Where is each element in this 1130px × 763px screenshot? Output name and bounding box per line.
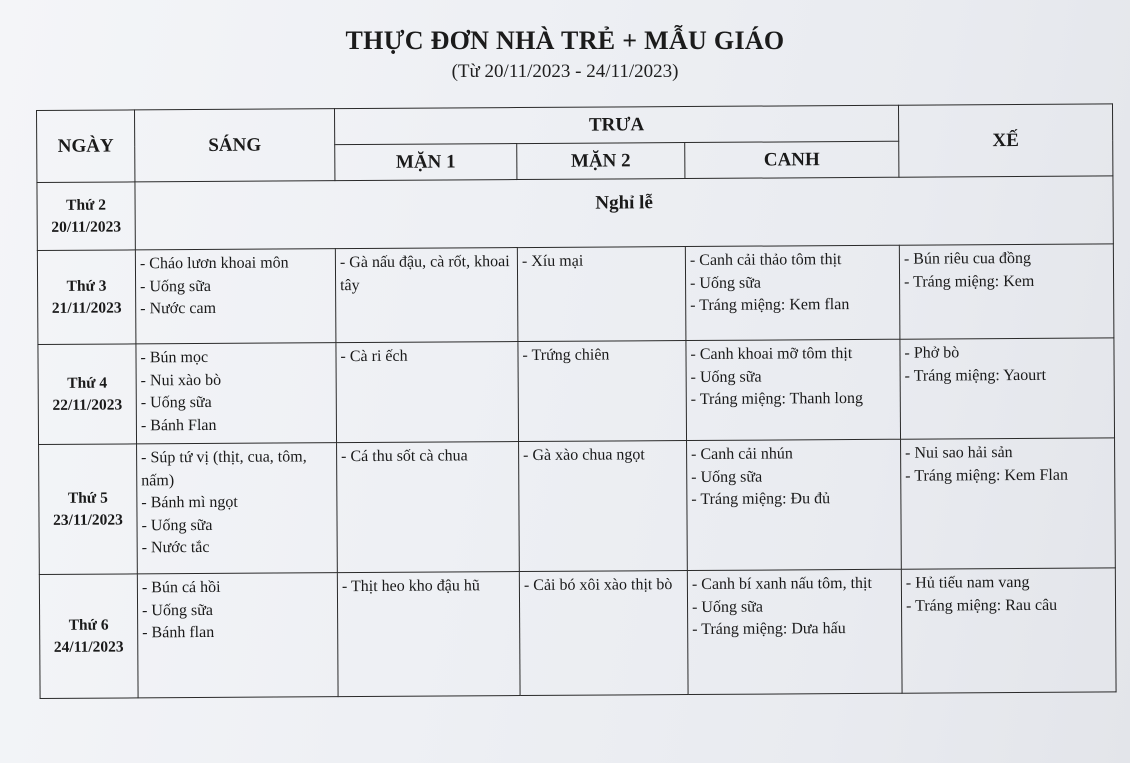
dish-cell-xe (901, 438, 1116, 569)
dish-item: - Gà xào chua ngọt (523, 446, 645, 465)
dish-cell-sang (137, 573, 338, 698)
dish-item: - Tráng miệng: Rau câu (905, 596, 1058, 615)
dish-cell-man1 (336, 342, 519, 443)
table-row (39, 568, 1116, 699)
dish-item: - Thịt heo kho đậu hũ (341, 577, 480, 596)
dish-item: - Nui xào bò (140, 371, 222, 389)
page-title: THỰC ĐƠN NHÀ TRẺ + MẪU GIÁO (345, 26, 785, 55)
dish-cell-canh (687, 439, 902, 570)
dish-item: - Canh khoai mỡ tôm thịt (690, 345, 853, 364)
dish-item: - Tráng miệng: Đu đủ (691, 490, 831, 509)
dish-item: - Xíu mại (521, 252, 584, 271)
dish-item: - Nước cam (140, 299, 217, 318)
dish-item: - Nước tắc (141, 538, 210, 557)
dish-cell-man2 (518, 341, 687, 442)
dish-item: - Bún mọc (140, 348, 209, 367)
day-name: Thứ 2 (66, 196, 107, 214)
dish-cell-sang (136, 343, 337, 444)
header-day: NGÀY (37, 110, 135, 183)
dish-item: - Uống sữa (140, 277, 212, 295)
dish-item: - Tráng miệng: Yaourt (904, 366, 1047, 385)
table-row-holiday (37, 176, 1113, 251)
dish-cell-xe (900, 338, 1115, 439)
day-date: 23/11/2023 (53, 510, 123, 529)
day-date: 20/11/2023 (51, 217, 122, 236)
dish-item: - Canh bí xanh nấu tôm, thịt (691, 574, 872, 594)
dish-item: - Cà ri ếch (340, 347, 408, 366)
dish-cell-sang (137, 443, 338, 574)
dish-cell-man2 (519, 441, 688, 572)
dish-cell-man1 (337, 572, 520, 697)
page-subtitle: (Từ 20/11/2023 - 24/11/2023) (451, 61, 679, 82)
dish-item: - Uống sữa (690, 274, 762, 292)
table-row (39, 438, 1116, 575)
menu-table (36, 103, 1117, 699)
dish-cell-man2 (519, 571, 688, 696)
day-cell (38, 344, 137, 445)
dish-item: - Uống sữa (140, 393, 212, 412)
dish-item: - Cải bó xôi xào thịt bò (523, 576, 673, 595)
dish-item: - Bánh mì ngọt (141, 493, 238, 512)
dish-item: - Uống sữa (142, 601, 213, 619)
dish-cell-man1 (337, 442, 520, 573)
dish-item: - Tráng miệng: Kem (904, 272, 1035, 291)
dish-item: - Uống sữa (141, 516, 213, 534)
day-name: Thứ 3 (66, 277, 107, 295)
holiday-text: Nghỉ lễ (595, 191, 653, 214)
header-man2: MẶN 2 (517, 143, 685, 180)
dish-item: - Súp tứ vị (thịt, cua, tôm, nấm) (141, 448, 307, 489)
dish-item: - Tráng miệng: Dưa hấu (692, 620, 846, 639)
header-canh: CANH (685, 141, 899, 178)
day-name: Thứ 4 (67, 374, 108, 392)
dish-item: - Uống sữa (691, 598, 763, 616)
dish-cell-xe (899, 244, 1114, 339)
dish-item: - Nui sao hải sản (905, 444, 1013, 462)
dish-cell-canh (685, 245, 900, 340)
dish-cell-sang (135, 249, 336, 344)
dish-cell-man2 (517, 247, 686, 342)
dish-cell-xe (901, 568, 1116, 693)
dish-item: - Gà nấu đậu, cà rốt, khoai tây (339, 253, 510, 294)
dish-item: - Uống sữa (690, 368, 762, 386)
dish-item: - Canh cải nhún (691, 445, 793, 464)
dish-item: - Tráng miệng: Thanh long (690, 389, 863, 409)
day-cell (37, 250, 136, 345)
table-row (37, 244, 1114, 345)
header-man1: MẶN 1 (335, 144, 517, 181)
day-name: Thứ 5 (67, 489, 108, 507)
dish-cell-canh (687, 569, 902, 694)
dish-cell-canh (686, 339, 901, 440)
header-morning: SÁNG (135, 109, 335, 182)
day-name: Thứ 6 (68, 616, 109, 634)
dish-item: - Hủ tiếu nam vang (905, 573, 1030, 592)
day-cell (37, 182, 135, 251)
dish-item: - Bún riêu cua đồng (903, 249, 1032, 268)
header-afternoon: XẾ (898, 104, 1112, 177)
holiday-cell (135, 176, 1113, 250)
dish-item: - Bánh flan (142, 623, 215, 642)
day-date: 22/11/2023 (52, 395, 123, 414)
day-date: 24/11/2023 (53, 637, 124, 656)
dish-item: - Canh cải thảo tôm thịt (689, 251, 842, 270)
dish-item: - Cháo lươn khoai môn (139, 254, 289, 273)
dish-item: - Cá thu sốt cà chua (341, 447, 468, 466)
dish-item: - Trứng chiên (522, 346, 610, 365)
day-cell (39, 444, 138, 575)
dish-cell-man1 (335, 248, 518, 343)
dish-item: - Uống sữa (691, 468, 763, 486)
header-lunch: TRƯA (334, 105, 898, 144)
dish-item: - Bún cá hồi (141, 578, 221, 597)
dish-item: - Phở bò (904, 344, 960, 362)
dish-item: - Bánh Flan (140, 416, 217, 434)
day-cell (39, 574, 138, 699)
dish-item: - Tráng miệng: Kem flan (690, 296, 850, 315)
table-row (38, 338, 1115, 445)
day-date: 21/11/2023 (51, 298, 122, 317)
dish-item: - Tráng miệng: Kem Flan (905, 466, 1068, 485)
